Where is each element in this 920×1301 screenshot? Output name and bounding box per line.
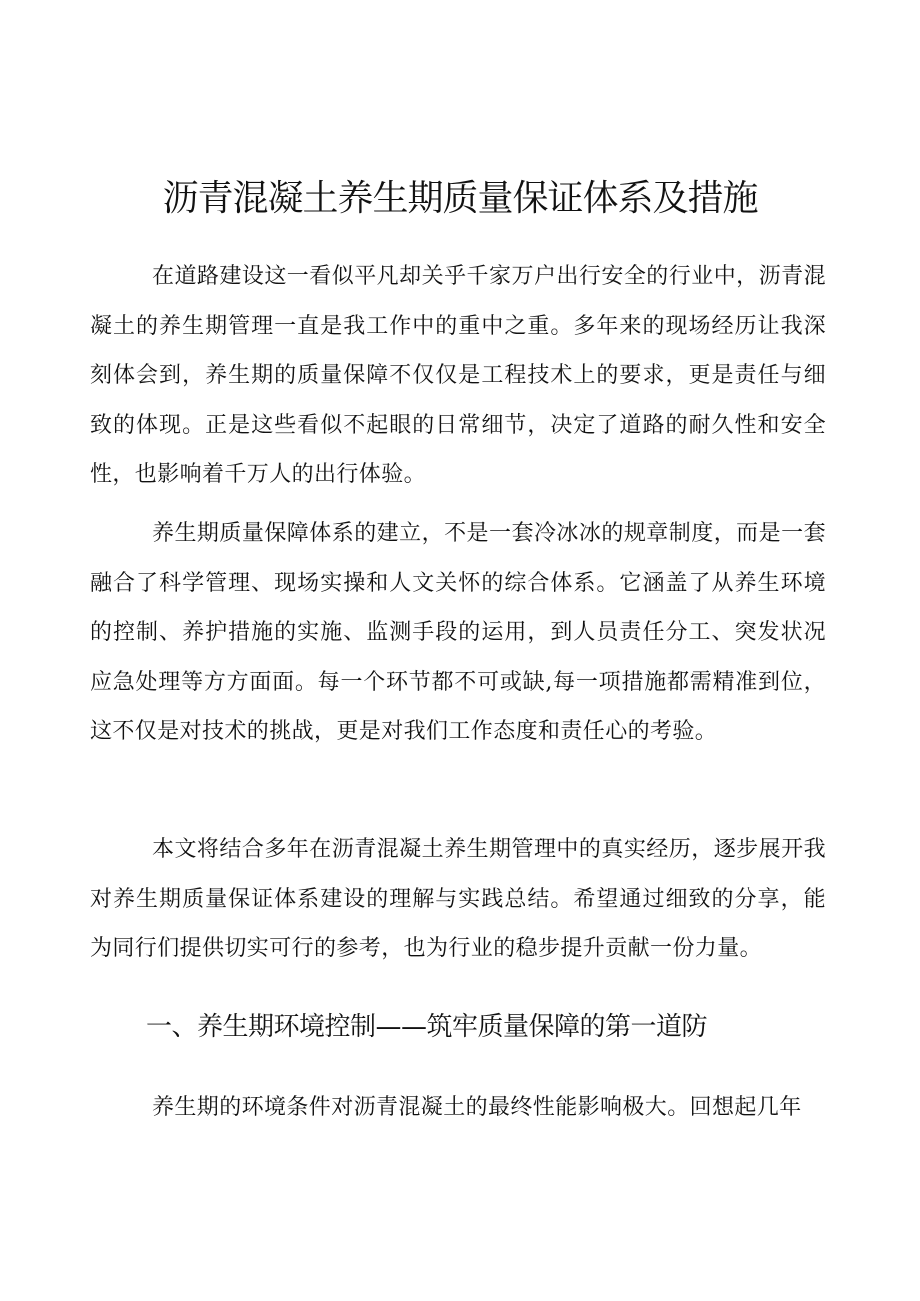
section-heading-1: 一、养生期环境控制——筑牢质量保障的第一道防 — [146, 1012, 708, 1042]
section-1-paragraph: 养生期的环境条件对沥青混凝土的最终性能影响极大。回想起几年 — [152, 1095, 802, 1120]
document-title: 沥青混凝土养生期质量保证体系及措施 — [162, 178, 758, 219]
intro-paragraph-2: 养生期质量保障体系的建立，不是一套冷冰冰的规章制度，而是一套融合了科学管理、现场实操和人文关怀的综合体系。它涵盖了从养生环境的控制、养护措施的实施、监测手段的运用，到人员责任分工、突发状况应急处理等方方面面。每一个环节都不可或缺,每一项措施都需精准到位，这不仅是对技术的挑战，更是对我们工作态度和责任心的考验。 — [90, 521, 826, 744]
intro-paragraph-1: 在道路建设这一看似平凡却关乎千家万户出行安全的行业中，沥青混凝土的养生期管理一直是我工作中的重中之重。多年来的现场经历让我深刻体会到，养生期的质量保障不仅仅是工程技术上的要求，更是责任与细致的体现。正是这些看似不起眼的日常细节，决定了道路的耐久性和安全性，也影响着千万人的出行体验。 — [90, 264, 826, 487]
intro-paragraph-3: 本文将结合多年在沥青混凝土养生期管理中的真实经历，逐步展开我对养生期质量保证体系建设的理解与实践总结。希望通过细致的分享，能为同行们提供切实可行的参考，也为行业的稳步提升贡献一份力量。 — [90, 837, 826, 961]
